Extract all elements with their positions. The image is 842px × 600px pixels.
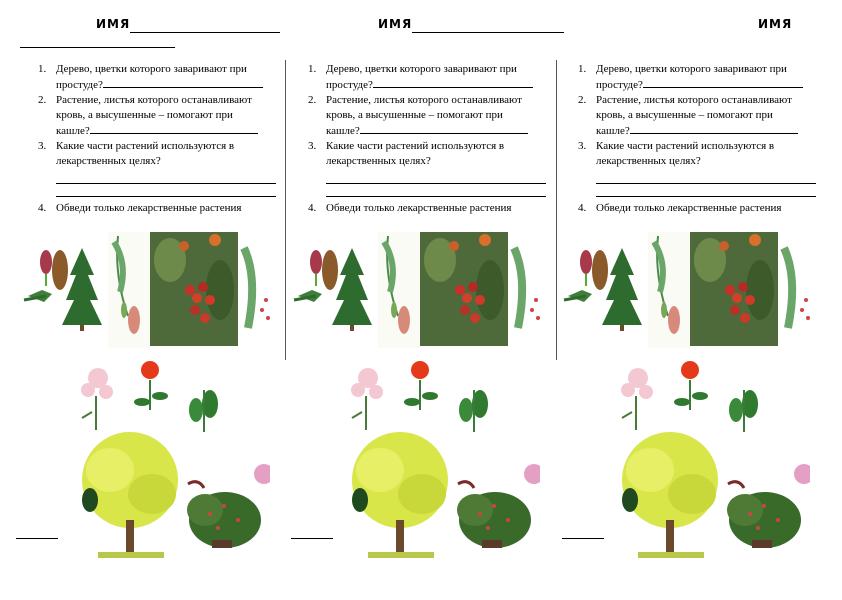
signature-line[interactable] (562, 538, 604, 539)
rosehip-bush-illustration (187, 464, 270, 548)
lily-of-the-valley-botanical (378, 232, 420, 348)
fir-tree-illustration (602, 248, 642, 331)
rosehip-bush-illustration (727, 464, 810, 548)
name-label: ИМЯ (96, 17, 131, 31)
medicinal-flowers-illustration (81, 361, 218, 432)
question-text: Обведи только лекарственные растения (596, 202, 782, 214)
question-2: 2. Растение, листья которого останавливают кровь, а высушенные – помогают при кашле? (296, 93, 536, 139)
question-text: Дерево, цветки которого заваривают при простуде? (326, 63, 517, 91)
medicinal-flowers-illustration (621, 361, 758, 432)
question-1: 1. Дерево, цветки которого заваривают при простуде? (566, 62, 806, 93)
lily-of-the-valley-botanical (648, 232, 690, 348)
plant-pictures-group (270, 0, 540, 600)
plant-pictures-group (540, 0, 810, 600)
lily-of-the-valley-botanical-right (514, 248, 540, 328)
red-berries-photo (150, 232, 238, 346)
name-label: ИМЯ (378, 17, 413, 31)
question-text: Дерево, цветки которого заваривают при простуде? (56, 63, 247, 91)
medicinal-flowers-illustration (351, 361, 488, 432)
signature-line[interactable] (16, 538, 58, 539)
question-4: 4. Обведи только лекарственные растения (578, 202, 782, 214)
question-text: Дерево, цветки которого заваривают при простуде? (596, 63, 787, 91)
question-3: 3. Какие части растений используются в лекарственных целях? (38, 140, 235, 167)
fir-tree-illustration (62, 248, 102, 331)
rosehip-bush-illustration (457, 464, 540, 548)
question-2: 2. Растение, листья которого останавливают кровь, а высушенные – помогают при кашле? (566, 93, 806, 139)
question-text: Растение, листья которого останавливают кровь, а высушенные – помогают при кашле? (596, 94, 792, 137)
linden-tree-illustration (622, 432, 718, 558)
question-3: 3. Какие части растений используются в лекарственных целях? (578, 140, 775, 167)
pine-cone-illustration (564, 250, 608, 302)
question-text: Растение, листья которого останавливают кровь, а высушенные – помогают при кашле? (326, 94, 522, 137)
question-text: Какие части растений используются в лекарственных целях? (596, 140, 775, 167)
question-text: Растение, листья которого останавливают кровь, а высушенные – помогают при кашле? (56, 94, 252, 137)
linden-tree-illustration (82, 432, 178, 558)
question-1: 1. Дерево, цветки которого заваривают при простуде? (26, 62, 266, 93)
name-label: ИМЯ (758, 17, 793, 31)
pine-cone-illustration (24, 250, 68, 302)
question-4: 4. Обведи только лекарственные растения (308, 202, 512, 214)
pine-cone-illustration (294, 250, 338, 302)
signature-line[interactable] (291, 538, 333, 539)
plant-pictures-group (0, 0, 270, 600)
question-4: 4. Обведи только лекарственные растения (38, 202, 242, 214)
red-berries-photo (690, 232, 778, 346)
question-text: Обведи только лекарственные растения (56, 202, 242, 214)
question-text: Какие части растений используются в лекарственных целях? (56, 140, 235, 167)
question-text: Какие части растений используются в лекарственных целях? (326, 140, 505, 167)
lily-of-the-valley-botanical-right (244, 248, 270, 328)
question-3: 3. Какие части растений используются в лекарственных целях? (308, 140, 505, 167)
question-text: Обведи только лекарственные растения (326, 202, 512, 214)
question-1: 1. Дерево, цветки которого заваривают при простуде? (296, 62, 536, 93)
red-berries-photo (420, 232, 508, 346)
lily-of-the-valley-botanical (108, 232, 150, 348)
lily-of-the-valley-botanical-right (784, 248, 810, 328)
fir-tree-illustration (332, 248, 372, 331)
question-2: 2. Растение, листья которого останавливают кровь, а высушенные – помогают при кашле? (26, 93, 266, 139)
linden-tree-illustration (352, 432, 448, 558)
